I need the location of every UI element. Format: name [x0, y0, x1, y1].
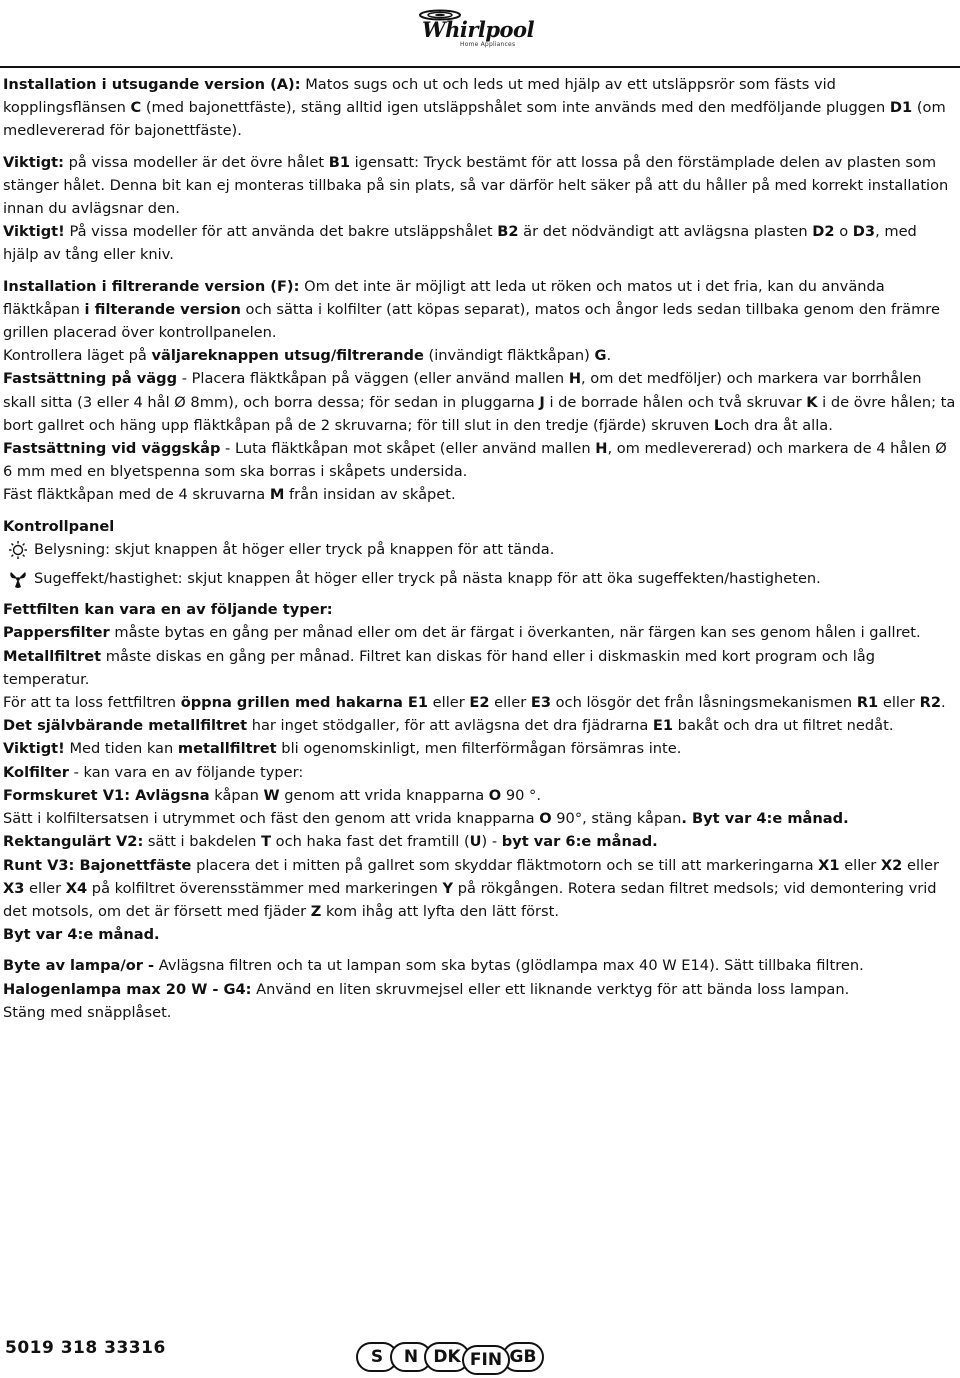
- instructions-body: [3, 73, 957, 1024]
- whirlpool-logo: [412, 6, 535, 50]
- paragraph-wall-mount: Fastsättning på vägg - Placera fläktkåpan på väggen (eller använd mallen H, om det medföljer) och markera var borrhålen skall sitta (3 eller 4 hål Ø 8mm), och borra dessa; för sedan in pluggarna J i de borrade hålen och två skruvar K i de övre hålen; ta bort gallret och häng upp fläktkåpan på de 2 skruvarna; för till slut in den tredje (fjärde) skruven Loch dra åt alla.: [3, 370, 956, 434]
- paragraph-metal-filter: Metallfiltret måste diskas en gång per månad. Filtret kan diskas för hand eller i diskmaskin med kort program och låg temperatur.: [3, 647, 876, 688]
- paragraph-remove-filters: För att ta loss fettfiltren öppna grillen med hakarna E1 eller E2 eller E3 och lösgör det från låsningsmekanismen R1 eller R2.: [3, 694, 946, 712]
- paragraph-filter-version: Installation i filtrerande version (F): Om det inte är möjligt att leda ut röken och matos ut i det fria, kan du använda fläktkåpan i filterande version och sätta i kolfilter (att köpas separat), matos och ångor leds sedan tillbaka genom den främre grillen placerad över kontrollpanelen.: [3, 277, 940, 342]
- paragraph-v2: Rektangulärt V2: sätt i bakdelen T och haka fast det framtill (U) - byt var 6:e månad.: [3, 833, 658, 851]
- paragraph-close-latch: Stäng med snäpplåset.: [3, 1003, 172, 1021]
- paragraph-self-supporting-filter: Det självbärande metallfiltret har inget stödgaller, för att avlägsna det dra fjädrarna E1 bakåt och dra ut filtret nedåt.: [3, 717, 894, 735]
- paragraph-exhaust-version: Installation i utsugande version (A): Matos sugs och ut och leds ut med hjälp av ett utsläppsrör som fästs vid kopplingsflänsen C (med bajonettfäste), stäng alltid igen utsläppshålet som inte används med den medföljande pluggen D1 (om medlevererad för bajonettfäste).: [3, 76, 946, 140]
- paragraph-carbon-filter: Kolfilter - kan vara en av följande typer:: [3, 763, 304, 781]
- fan-icon: [7, 569, 29, 589]
- control-light-item: Belysning: skjut knappen åt höger eller tryck på knappen för att tända.: [3, 538, 957, 561]
- paragraph-cabinet-screws: Fäst fläktkåpan med de 4 skruvarna M från insidan av skåpet.: [3, 486, 456, 504]
- language-badge-gb: GB: [502, 1342, 544, 1372]
- language-badge-s: S: [356, 1342, 398, 1372]
- paragraph-important-b1: Viktigt: på vissa modeller är det övre hålet B1 igensatt: Tryck bestämt för att lossa på den förstämplade delen av plasten som stänger hålet. Denna bit kan ej monteras tillbaka på sin plats, så var därför helt säker på att du håller på med korrekt installation innan du avlägsnar den.: [3, 153, 949, 218]
- paragraph-lamp-replace: Byte av lampa/or - Avlägsna filtren och ta ut lampan som ska bytas (glödlampa max 40 W E14). Sätt tillbaka filtren.: [3, 957, 864, 975]
- paragraph-v1-insert: Sätt i kolfiltersatsen i utrymmet och fäst den genom att vrida knapparna O 90°, stäng kåpan. Byt var 4:e månad.: [3, 810, 849, 828]
- paragraph-cabinet-mount: Fastsättning vid väggskåp - Luta fläktkåpan mot skåpet (eller använd mallen H, om medlevererad) och markera de 4 hålen Ø 6 mm med en blyetspenna som ska borras i skåpets undersida.: [3, 440, 947, 481]
- paragraph-halogen: Halogenlampa max 20 W - G4: Använd en liten skruvmejsel eller ett liknande verktyg för att bända loss lampan.: [3, 980, 850, 998]
- paragraph-filter-important: Viktigt! Med tiden kan metallfiltret bli ogenomskinligt, men filterförmågan försämras inte.: [3, 740, 682, 758]
- language-badges: [356, 1342, 536, 1374]
- header-rule: [0, 66, 960, 68]
- logo-tagline: Home Appliances: [460, 41, 516, 48]
- paragraph-v1: Formskuret V1: Avlägsna kåpan W genom att vrida knapparna O 90 °.: [3, 786, 541, 804]
- language-badge-n: N: [390, 1342, 432, 1372]
- control-panel-title: Kontrollpanel: [3, 517, 115, 535]
- language-badge-fin: FIN: [462, 1345, 510, 1375]
- control-fan-item: Sugeffekt/hastighet: skjut knappen åt höger eller tryck på nästa knapp för att öka sugeffekten/hastigheten.: [3, 567, 957, 590]
- language-badge-dk: DK: [424, 1342, 470, 1372]
- paragraph-v3-replace: Byt var 4:e månad.: [3, 926, 160, 944]
- light-bulb-icon: [7, 540, 29, 560]
- document-code: 5019 318 33316: [5, 1338, 166, 1358]
- logo-wordmark: Whirlpool: [422, 17, 535, 42]
- paragraph-important-b2: Viktigt! På vissa modeller för att använda det bakre utsläppshålet B2 är det nödvändigt att avlägsna plasten D2 o D3, med hjälp av tång eller kniv.: [3, 223, 917, 264]
- paragraph-selector-check: Kontrollera läget på väljareknappen utsug/filtrerande (invändigt fläktkåpan) G.: [3, 347, 612, 365]
- paragraph-v3: Runt V3: Bajonettfäste placera det i mitten på gallret som skyddar fläktmotorn och se till att markeringarna X1 eller X2 eller X3 eller X4 på kolfiltret överensstämmer med markeringen Y på rökgången. Rotera sedan filtret medsols; vid demontering vrid det motsols, om det är försett med fjäder Z kom ihåg att lyfta den lätt först.: [3, 856, 940, 920]
- paragraph-paper-filter: Pappersfilter måste bytas en gång per månad eller om det är färgat i överkanten, när färgen kan ses genom hålen i gallret.: [3, 624, 921, 642]
- grease-filter-title: Fettfilten kan vara en av följande typer:: [3, 601, 333, 619]
